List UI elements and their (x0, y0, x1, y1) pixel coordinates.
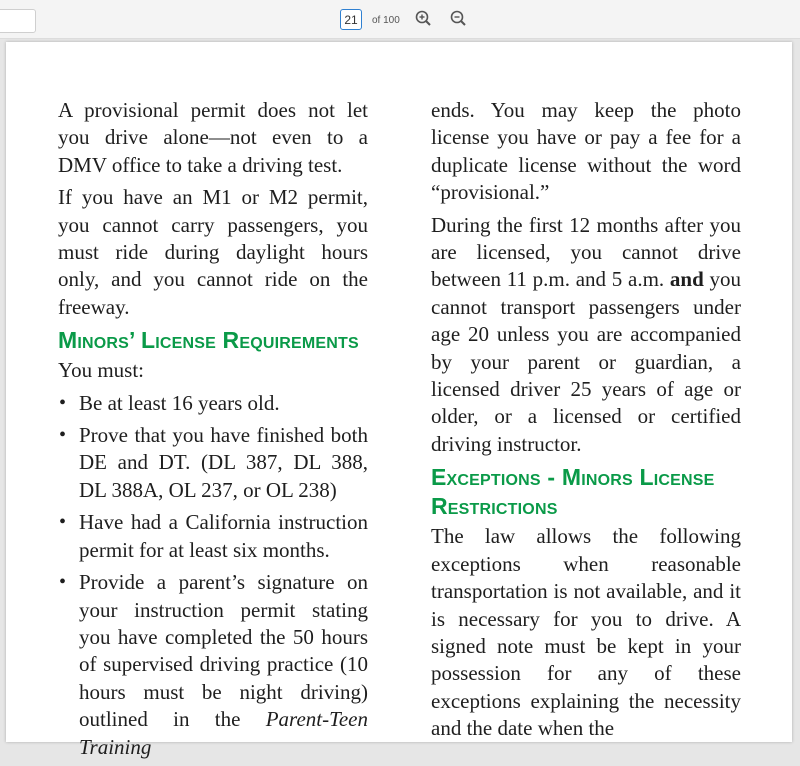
page-count-label: of 100 (372, 15, 400, 26)
pdf-toolbar (0, 0, 800, 39)
paragraph: You must: (58, 358, 144, 383)
left-column (58, 97, 368, 766)
zoom-in-icon (414, 9, 434, 29)
text: During the first 12 months after you are licensed, you cannot drive between 11 p.m. and 5 a.m. (431, 212, 741, 292)
zoom-out-button[interactable] (449, 9, 469, 29)
paragraph: If you have an M1 or M2 permit, you cannot carry passengers, you must ride during daylight hours only, and you cannot ride on the freeway. (58, 185, 368, 319)
list-item: • Be at least 16 years old. (58, 390, 368, 417)
paragraph (431, 212, 741, 459)
section-heading: Minors’ License Requirements (58, 327, 359, 354)
list-item (58, 569, 368, 761)
section-heading: Exceptions - Minors License Restrictions (431, 464, 715, 520)
page-number-input[interactable]: 21 (340, 9, 362, 30)
guide-title: Parent-Teen Training (79, 707, 368, 759)
text: you cannot transport passengers under age 20 unless you are accompanied by your parent or guardian, a licensed driver 25 years of age or older, or a licensed or certified driving instructor. (431, 267, 741, 456)
paragraph: The law allows the following exceptions when reasonable transportation is not available, and it is necessary for you to drive. A signed note must be kept in your possession for any of these exceptions explaining the necessity and the date when the (431, 524, 741, 741)
list-item-text: Provide a parent’s signature on your instruction permit stating you have completed the 50 hours of supervised driving practice (10 hours must be night driving) outlined in the (79, 570, 368, 732)
document-page (6, 42, 792, 759)
find-input[interactable] (0, 9, 36, 33)
bold-text: and (669, 267, 704, 292)
list-item: • Have had a California instruction permit for at least six months. (58, 509, 368, 564)
paragraph: A provisional permit does not let you drive alone—not even to a DMV office to take a driving test. (58, 98, 368, 177)
zoom-out-icon (449, 9, 469, 29)
list-item: • Prove that you have finished both DE and DT. (DL 387, DL 388, DL 388A, OL 237, or OL 238) (58, 422, 368, 504)
requirements-list (58, 390, 368, 761)
right-column (431, 97, 741, 748)
paragraph: ends. You may keep the photo license you have or pay a fee for a duplicate license without the word “provisional.” (431, 98, 741, 205)
zoom-in-button[interactable] (414, 9, 434, 29)
